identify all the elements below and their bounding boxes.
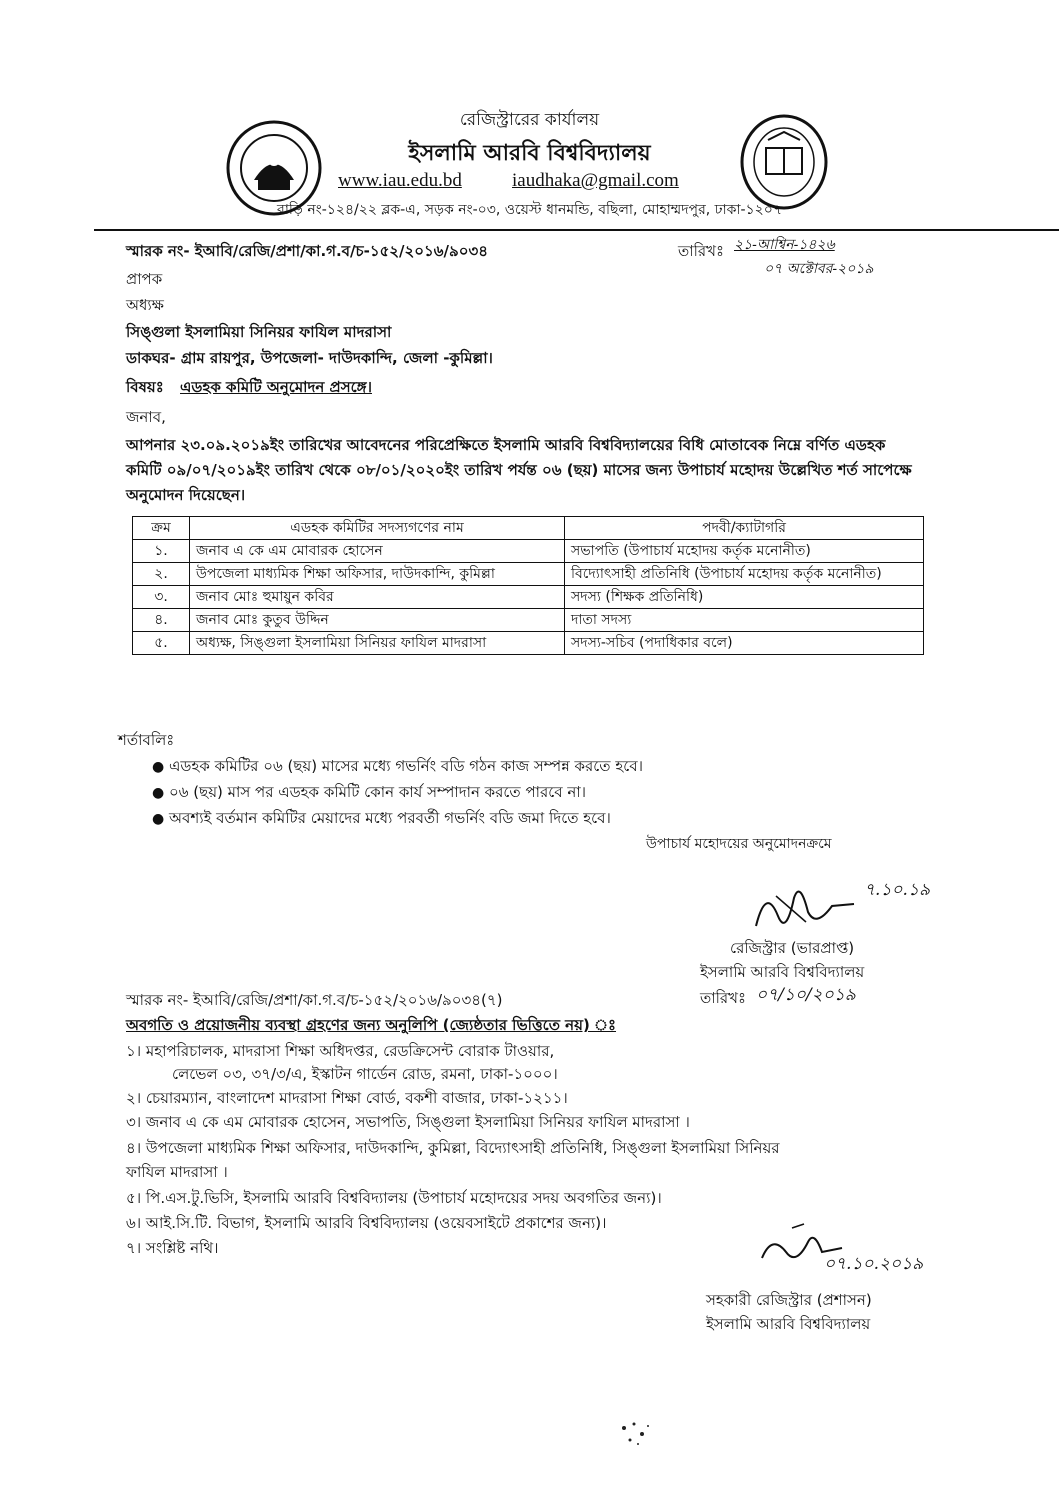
- memo2-ref: স্মারক নং- ইআবি/রেজি/প্রশা/কা.গ.ব/চ-১৫২/২০১৬/৯০৩৪(৭): [126, 991, 503, 1009]
- condition-text: এডহক কমিটির ০৬ (ছয়) মাসের মধ্যে গভর্নিং বডি গঠন কাজ সম্পন্ন করতে হবে।: [169, 757, 643, 775]
- recipient-title: অধ্যক্ষ: [126, 296, 164, 314]
- cell-post: বিদ্যোৎসাহী প্রতিনিধি (উপাচার্য মহোদয় কর্তৃক মনোনীত): [565, 563, 924, 586]
- table-row: [133, 563, 924, 586]
- signature2-org: ইসলামি আরবি বিশ্ববিদ্যালয়: [706, 1315, 871, 1333]
- memo2-date: ০৭/১০/২০১৯: [756, 985, 856, 1005]
- copy-item: [126, 1213, 607, 1233]
- memo-date-english: ০৭ অক্টোবর-২০১৯: [764, 261, 874, 277]
- copy-item-continued: লেভেল ০৩, ৩৭/৩/এ, ইস্কাটন গার্ডেন রোড, রমনা, ঢাকা-১০০০।: [172, 1065, 558, 1083]
- copy-item-continued: ফাযিল মাদরাসা ।: [126, 1163, 228, 1181]
- cell-name: উপজেলা মাধ্যমিক শিক্ষা অফিসার, দাউদকান্দি, কুমিল্লা: [190, 563, 565, 586]
- cell-serial: ৪.: [133, 609, 190, 632]
- copy-heading: অবগতি ও প্রয়োজনীয় ব্যবস্থা গ্রহণের জন্য অনুলিপি (জ্যেষ্ঠতার ভিত্তিতে নয়) ঃ: [126, 1016, 617, 1034]
- copy-item: [126, 1088, 568, 1108]
- scan-speckle-mark: [612, 1414, 658, 1454]
- col-header-name: এডহক কমিটির সদস্যগণের নাম: [190, 517, 565, 540]
- university-address: বাড়ি নং-১২৪/২২ ব্লক-এ, সড়ক নং-০৩, ওয়েস্ট ধানমন্ডি, বছিলা, মোহাম্মদপুর, ঢাকা-১২০৭: [277, 202, 782, 218]
- copy-number: ৩।: [126, 1113, 142, 1131]
- bullet-icon: ●: [152, 811, 165, 827]
- copy-number: ৬।: [126, 1214, 142, 1232]
- table-row: [133, 540, 924, 563]
- copy-number: ৪।: [126, 1139, 142, 1157]
- memo-date-bangla: ২১-আশ্বিন-১৪২৬: [734, 237, 835, 253]
- recipient-label: প্রাপক: [126, 270, 163, 288]
- cell-serial: ১.: [133, 540, 190, 563]
- bullet-icon: ●: [152, 785, 165, 801]
- copy-number: ২।: [126, 1089, 142, 1107]
- cell-name: জনাব মোঃ হুমায়ুন কবির: [190, 586, 565, 609]
- subject-text: এডহক কমিটি অনুমোদন প্রসঙ্গে।: [180, 378, 372, 396]
- conditions-label: শর্তাবলিঃ: [118, 731, 175, 749]
- copy-text: পি.এস.টু.ভিসি, ইসলামি আরবি বিশ্ববিদ্যালয় (উপাচার্য মহোদয়ের সদয় অবগতির জন্য)।: [145, 1189, 662, 1207]
- recipient-institution: সিঙ্গুলা ইসলামিয়া সিনিয়র ফাযিল মাদরাসা: [126, 323, 392, 341]
- copy-text: সংশ্লিষ্ট নথি।: [145, 1239, 219, 1257]
- copy-text: চেয়ারম্যান, বাংলাদেশ মাদরাসা শিক্ষা বোর্ড, বকশী বাজার, ঢাকা-১২১১।: [145, 1089, 568, 1107]
- body-paragraph: আপনার ২৩.০৯.২০১৯ইং তারিখের আবেদনের পরিপ্রেক্ষিতে ইসলামি আরবি বিশ্ববিদ্যালয়ের বিধি মোতাবেক নিম্নে বর্ণিত এডহক কমিটি ০৯/০৭/২০১৯ইং তারিখ থেকে ০৮/০১/২০২০ইং তারিখ পর্যন্ত ০৬ (ছয়) মাসের জন্য উপাচার্য মহোদয় উল্লেখিত শর্ত সাপেক্ষে অনুমোদন দিয়েছেন।: [126, 436, 912, 504]
- email-link[interactable]: iaudhaka@gmail.com: [512, 170, 679, 191]
- university-name: ইসলামি আরবি বিশ্ববিদ্যালয়: [408, 141, 651, 166]
- salutation: জনাব,: [126, 408, 166, 426]
- website-link[interactable]: www.iau.edu.bd: [338, 170, 462, 191]
- copy-text: আই.সি.টি. বিভাগ, ইসলামি আরবি বিশ্ববিদ্যালয় (ওয়েবসাইটে প্রকাশের জন্য)।: [145, 1214, 607, 1232]
- recipient-address: ডাকঘর- গ্রাম রায়পুর, উপজেলা- দাউদকান্দি, জেলা -কুমিল্লা।: [126, 349, 493, 367]
- approval-note: উপাচার্য মহোদয়ের অনুমোদনক্রমে: [646, 836, 832, 852]
- memo-ref: স্মারক নং- ইআবি/রেজি/প্রশা/কা.গ.ব/চ-১৫২/২০১৬/৯০৩৪: [126, 242, 488, 260]
- committee-table: [132, 516, 924, 655]
- col-header-post: পদবী/ক্যাটাগরি: [565, 517, 924, 540]
- condition-item: [152, 756, 643, 777]
- condition-text: অবশ্যই বর্তমান কমিটির মেয়াদের মধ্যে পরবর্তী গভর্নিং বডি জমা দিতে হবে।: [169, 809, 611, 827]
- table-row: [133, 586, 924, 609]
- education-logo: [738, 112, 830, 212]
- cell-post: সভাপতি (উপাচার্য মহোদয় কর্তৃক মনোনীত): [565, 540, 924, 563]
- office-name: রেজিস্ট্রারের কার্যালয়: [459, 110, 600, 130]
- condition-text: ০৬ (ছয়) মাস পর এডহক কমিটি কোন কার্য সম্পাদান করতে পারবে না।: [169, 783, 587, 801]
- copy-text: মহাপরিচালক, মাদরাসা শিক্ষা অধিদপ্তর, রেডক্রিসেন্ট বোরাক টাওয়ার,: [145, 1042, 555, 1060]
- copy-item: [126, 1188, 662, 1208]
- cell-name: জনাব মোঃ কুতুব উদ্দিন: [190, 609, 565, 632]
- cell-name: জনাব এ কে এম মোবারক হোসেন: [190, 540, 565, 563]
- condition-item: [152, 782, 586, 803]
- cell-name: অধ্যক্ষ, সিঙ্গুলা ইসলামিয়া সিনিয়র ফাযিল মাদরাসা: [190, 632, 565, 655]
- signature2-title: সহকারী রেজিস্ট্রার (প্রশাসন): [706, 1291, 872, 1309]
- cell-post: সদস্য-সচিব (পদাধিকার বলে): [565, 632, 924, 655]
- cell-post: দাতা সদস্য: [565, 609, 924, 632]
- col-header-serial: ক্রম: [133, 517, 190, 540]
- copy-text: উপজেলা মাধ্যমিক শিক্ষা অফিসার, দাউদকান্দি, কুমিল্লা, বিদ্যোৎসাহী প্রতিনিধি, সিঙ্গুলা ইসলামিয়া সিনিয়র: [145, 1139, 780, 1157]
- copy-item: [126, 1112, 690, 1132]
- bullet-icon: ●: [152, 759, 165, 775]
- cell-serial: ৩.: [133, 586, 190, 609]
- header-divider: [94, 229, 1059, 231]
- memo2-date-label: তারিখঃ: [700, 989, 746, 1007]
- copy-item: [126, 1138, 780, 1158]
- cell-serial: ২.: [133, 563, 190, 586]
- copy-text: জনাব এ কে এম মোবারক হোসেন, সভাপতি, সিঙ্গুলা ইসলামিয়া সিনিয়র ফাযিল মাদরাসা ।: [145, 1113, 690, 1131]
- signature1-org: ইসলামি আরবি বিশ্ববিদ্যালয়: [700, 963, 865, 981]
- signature2-date: ০৭.১০.২০১৯: [824, 1254, 924, 1274]
- condition-item: [152, 808, 611, 829]
- copy-item: [126, 1238, 218, 1258]
- cell-post: সদস্য (শিক্ষক প্রতিনিধি): [565, 586, 924, 609]
- cell-serial: ৫.: [133, 632, 190, 655]
- copy-item: [126, 1041, 554, 1061]
- copy-number: ১।: [126, 1042, 142, 1060]
- memo-date-label: তারিখঃ: [678, 242, 724, 260]
- copy-number: ৫।: [126, 1189, 142, 1207]
- copy-number: ৭।: [126, 1239, 142, 1257]
- table-row: [133, 609, 924, 632]
- signature1-date: ৭.১০.১৯: [864, 880, 931, 900]
- subject-label: বিষয়ঃ: [126, 378, 164, 396]
- table-header-row: [133, 517, 924, 540]
- table-row: [133, 632, 924, 655]
- signature1-title: রেজিস্ট্রার (ভারপ্রাপ্ত): [730, 939, 855, 957]
